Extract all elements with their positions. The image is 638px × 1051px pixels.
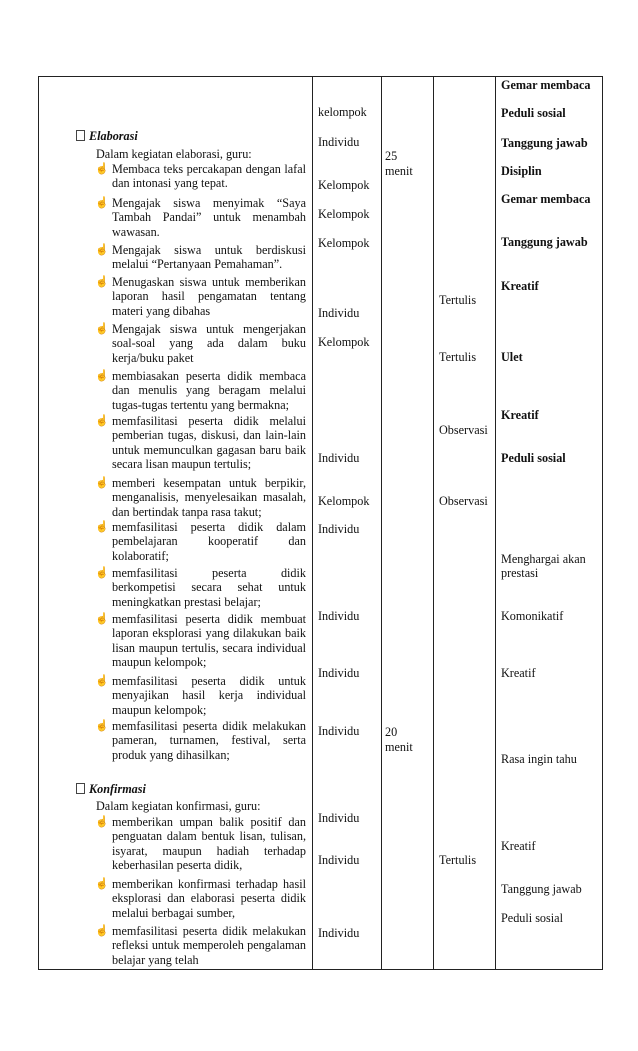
grouping-cell: Individu xyxy=(318,853,360,867)
list-item: ☝ memberikan umpan balik positif dan penguatan dalam bentuk lisan, tulisan, isyarat, maupun hadiah terhadap keberhasilan peserta didik, xyxy=(95,815,306,872)
grouping-cell: Kelompok xyxy=(318,236,370,250)
hand-pointer-icon: ☝ xyxy=(95,720,109,732)
column-divider xyxy=(312,77,313,969)
elaborasi-intro: Dalam kegiatan elaborasi, guru: xyxy=(96,147,252,161)
grouping-cell: Kelompok xyxy=(318,207,370,221)
grouping-cell: kelompok xyxy=(318,105,367,119)
grouping-cell: Individu xyxy=(318,811,360,825)
hand-pointer-icon: ☝ xyxy=(95,415,109,427)
list-item: ☝ memfasilitasi peserta didik untuk menyajikan hasil kerja individual maupun kelompok; xyxy=(95,674,306,717)
grouping-cell: Individu xyxy=(318,451,360,465)
hand-pointer-icon: ☝ xyxy=(95,276,109,288)
assessment-cell: Tertulis xyxy=(439,853,477,867)
hand-pointer-icon: ☝ xyxy=(95,477,109,489)
konfirmasi-intro: Dalam kegiatan konfirmasi, guru: xyxy=(96,799,261,813)
character-cell: Gemar membaca xyxy=(501,78,591,92)
hand-pointer-icon: ☝ xyxy=(95,878,109,890)
hand-pointer-icon: ☝ xyxy=(95,370,109,382)
hand-pointer-icon: ☝ xyxy=(95,163,109,175)
grouping-cell: Individu xyxy=(318,135,360,149)
list-item: ☝ Mengajak siswa untuk berdiskusi melalui “Pertanyaan Pemahaman”. xyxy=(95,243,306,272)
hand-pointer-icon: ☝ xyxy=(95,323,109,335)
grouping-cell: Individu xyxy=(318,724,360,738)
list-item: ☝ membiasakan peserta didik membaca dan menulis yang beragam melalui tugas-tugas tertentu yang bermakna; xyxy=(95,369,306,412)
assessment-cell: Tertulis xyxy=(439,350,477,364)
character-cell: prestasi xyxy=(501,566,539,580)
character-cell: Ulet xyxy=(501,350,523,364)
column-divider xyxy=(433,77,434,969)
character-cell: Peduli sosial xyxy=(501,106,566,120)
time-value: 20 xyxy=(385,725,398,739)
character-cell: Komonikatif xyxy=(501,609,564,623)
column-divider xyxy=(381,77,382,969)
character-cell: Kreatif xyxy=(501,666,536,680)
list-item: ☝ memfasilitasi peserta didik membuat laporan eksplorasi yang dilakukan baik lisan maupun tertulis, secara individual maupun kelompok; xyxy=(95,612,306,669)
hand-pointer-icon: ☝ xyxy=(95,567,109,579)
assessment-cell: Observasi xyxy=(439,423,488,437)
assessment-cell: Observasi xyxy=(439,494,488,508)
grouping-cell: Kelompok xyxy=(318,335,370,349)
time-value: 25 xyxy=(385,149,398,163)
time-unit: menit xyxy=(385,740,413,754)
list-item: ☝ Mengajak siswa untuk mengerjakan soal-soal yang ada dalam buku kerja/buku paket xyxy=(95,322,306,365)
hand-pointer-icon: ☝ xyxy=(95,197,109,209)
character-cell: Peduli sosial xyxy=(501,451,566,465)
list-item: ☝ memfasilitasi peserta didik melakukan pameran, turnamen, festival, serta produk yang dihasilkan; xyxy=(95,719,306,762)
list-item: ☝ memberikan konfirmasi terhadap hasil eksplorasi dan elaborasi peserta didik melalui berbagai sumber, xyxy=(95,877,306,920)
list-item: ☝ memfasilitasi peserta didik dalam pembelajaran kooperatif dan kolaboratif; xyxy=(95,520,306,563)
checkbox-icon xyxy=(76,130,85,141)
character-cell: Kreatif xyxy=(501,408,539,422)
time-unit: menit xyxy=(385,164,413,178)
checkbox-icon xyxy=(76,783,85,794)
grouping-cell: Individu xyxy=(318,306,360,320)
character-cell: Menghargai akan xyxy=(501,552,586,566)
grouping-cell: Kelompok xyxy=(318,494,370,508)
grouping-cell: Individu xyxy=(318,666,360,680)
character-cell: Tanggung jawab xyxy=(501,136,588,150)
list-item: ☝ memfasilitasi peserta didik berkompetisi secara sehat untuk meningkatkan prestasi belajar; xyxy=(95,566,306,609)
konfirmasi-heading: Konfirmasi xyxy=(76,782,146,796)
grouping-cell: Individu xyxy=(318,522,360,536)
list-item: ☝ memberi kesempatan untuk berpikir, menganalisis, menyelesaikan masalah, dan bertindak tanpa rasa takut; xyxy=(95,476,306,519)
character-cell: Kreatif xyxy=(501,839,536,853)
character-cell: Gemar membaca xyxy=(501,192,591,206)
character-cell: Tanggung jawab xyxy=(501,882,582,896)
grouping-cell: Individu xyxy=(318,926,360,940)
assessment-cell: Tertulis xyxy=(439,293,477,307)
list-item: ☝ memfasilitasi peserta didik melalui pemberian tugas, diskusi, dan lain-lain untuk memunculkan gagasan baru baik secara lisan maupun tertulis; xyxy=(95,414,306,471)
hand-pointer-icon: ☝ xyxy=(95,244,109,256)
hand-pointer-icon: ☝ xyxy=(95,816,109,828)
hand-pointer-icon: ☝ xyxy=(95,675,109,687)
character-cell: Peduli sosial xyxy=(501,911,563,925)
hand-pointer-icon: ☝ xyxy=(95,925,109,937)
grouping-cell: Kelompok xyxy=(318,178,370,192)
column-divider xyxy=(495,77,496,969)
elaborasi-heading: Elaborasi xyxy=(76,129,138,143)
list-item: ☝ memfasilitasi peserta didik melakukan refleksi untuk memperoleh pengalaman belajar yang telah xyxy=(95,924,306,967)
hand-pointer-icon: ☝ xyxy=(95,613,109,625)
character-cell: Kreatif xyxy=(501,279,539,293)
list-item: ☝ Membaca teks percakapan dengan lafal dan intonasi yang tepat. xyxy=(95,162,306,191)
character-cell: Disiplin xyxy=(501,164,542,178)
character-cell: Rasa ingin tahu xyxy=(501,752,577,766)
list-item: ☝ Menugaskan siswa untuk memberikan laporan hasil pengamatan tentang materi yang dibahas xyxy=(95,275,306,318)
character-cell: Tanggung jawab xyxy=(501,235,588,249)
hand-pointer-icon: ☝ xyxy=(95,521,109,533)
list-item: ☝ Mengajak siswa menyimak “Saya Tambah Pandai” untuk menambah wawasan. xyxy=(95,196,306,239)
grouping-cell: Individu xyxy=(318,609,360,623)
